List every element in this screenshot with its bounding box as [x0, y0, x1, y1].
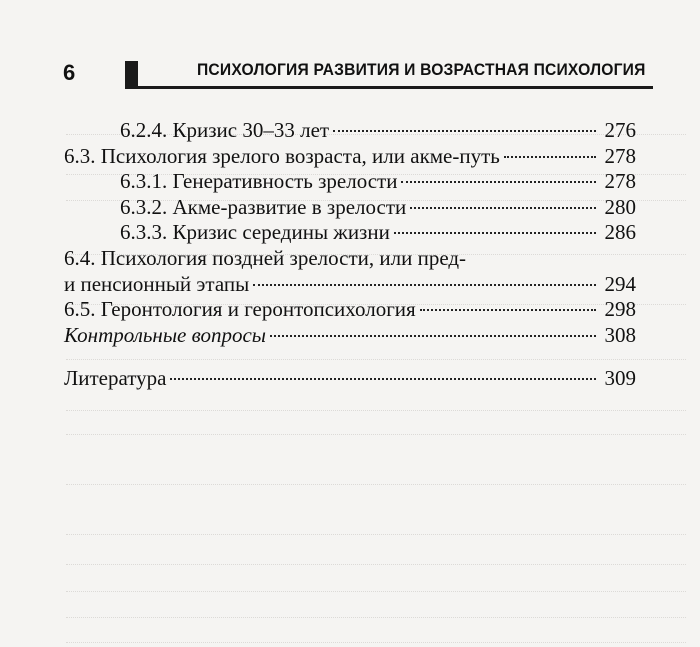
toc-entry-title: Контрольные вопросы [64, 322, 267, 347]
page-number: 6 [63, 60, 76, 85]
header-rule [125, 86, 653, 89]
toc-entry-title: 6.2.4. Кризис 30–33 лет [120, 118, 330, 142]
toc-leader-dots [420, 309, 596, 311]
toc-entry[interactable] [64, 195, 636, 221]
toc-entry[interactable] [64, 144, 636, 170]
toc-leader-dots [333, 130, 596, 132]
table-of-contents [64, 118, 636, 392]
toc-leader-dots [270, 335, 596, 337]
running-title: ПСИХОЛОГИЯ РАЗВИТИЯ И ВОЗРАСТНАЯ ПСИХОЛОГИЯ [197, 60, 646, 79]
toc-entry-title: 6.3.1. Генеративность зрелости [120, 169, 398, 194]
toc-leader-dots [401, 181, 596, 183]
toc-entry-page: 298 [604, 297, 636, 322]
header-marker-bar [125, 61, 138, 87]
toc-entry-page: 294 [604, 271, 636, 296]
toc-entry[interactable] [64, 366, 636, 392]
toc-entry-title: 6.3.2. Акме-развитие в зрелости [120, 194, 407, 219]
toc-entry[interactable] [64, 323, 636, 349]
toc-entry-page: 276 [604, 118, 636, 142]
toc-entry-page: 286 [604, 220, 636, 245]
toc-leader-dots [410, 207, 596, 209]
toc-entry[interactable] [64, 297, 636, 323]
toc-entry-title: и пенсионный этапы [64, 271, 250, 296]
toc-entry-page: 278 [604, 143, 636, 168]
toc-entry-title: 6.3.3. Кризис середины жизни [120, 220, 390, 245]
toc-entry[interactable] [64, 118, 636, 144]
toc-entry[interactable] [64, 220, 636, 246]
toc-entry-title: 6.5. Геронтология и геронтопсихология [64, 297, 416, 322]
toc-entry-page: 280 [604, 194, 636, 219]
toc-leader-dots [253, 284, 596, 286]
toc-leader-dots [394, 232, 596, 234]
toc-entry-page: 308 [604, 322, 636, 347]
toc-entry-title: 6.3. Психология зрелого возраста, или акме-путь [64, 143, 500, 168]
toc-entry-page: 278 [604, 169, 636, 194]
toc-entry-continuation[interactable] [64, 272, 636, 298]
page-header [0, 58, 700, 92]
toc-leader-dots [170, 378, 596, 380]
toc-entry[interactable] [64, 169, 636, 195]
toc-entry-page: 309 [604, 366, 636, 391]
toc-entry-title: Литература [64, 366, 167, 391]
toc-leader-dots [504, 156, 596, 158]
toc-entry[interactable] [64, 246, 636, 272]
toc-entry-title: 6.4. Психология поздней зрелости, или пред- [64, 245, 467, 270]
